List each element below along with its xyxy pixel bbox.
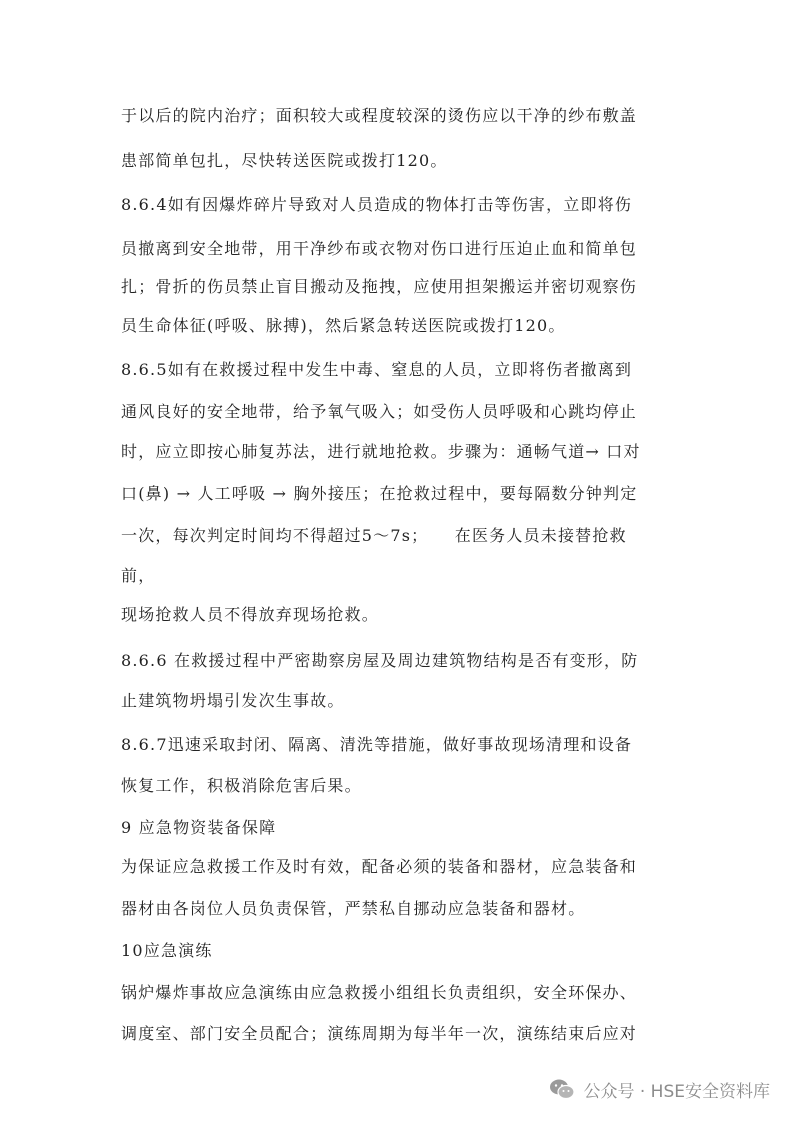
section-heading: 10应急演练 xyxy=(121,941,213,960)
text-line: 8.6.7迅速采取封闭、隔离、清洗等措施，做好事故现场清理和设备 xyxy=(121,735,633,754)
text-line: 员撤离到安全地带，用干净纱布或衣物对伤口进行压迫止血和简单包 xyxy=(121,239,638,258)
watermark xyxy=(549,1074,770,1104)
text-line: 8.6.4如有因爆炸碎片导致对人员造成的物体打击等伤害，立即将伤 xyxy=(121,195,633,214)
text-line: 为保证应急救援工作及时有效，配备必须的装备和器材，应急装备和 xyxy=(121,857,638,876)
text-line: 恢复工作，积极消除危害后果。 xyxy=(121,776,362,795)
wechat-icon xyxy=(549,1078,575,1100)
section-heading: 9 应急物资装备保障 xyxy=(121,818,277,837)
text-line: 时，应立即按心肺复苏法，进行就地抢救。步骤为：通畅气道→ 口对 xyxy=(121,442,641,461)
text-line: 现场抢救人员不得放弃现场抢救。 xyxy=(121,605,380,624)
text-line: 锅炉爆炸事故应急演练由应急救援小组组长负责组织，安全环保办、 xyxy=(121,983,638,1002)
text-line: 调度室、部门安全员配合；演练周期为每半年一次，演练结束后应对 xyxy=(121,1024,638,1043)
text-line: 8.6.6 在救援过程中严密勘察房屋及周边建筑物结构是否有变形，防 xyxy=(121,651,639,670)
text-line: 于以后的院内治疗；面积较大或程度较深的烫伤应以干净的纱布敷盖 xyxy=(121,106,638,125)
text-line: 口(鼻) → 人工呼吸 → 胸外接压；在抢救过程中，要每隔数分钟判定 xyxy=(121,484,638,503)
watermark-text: 公众号 · HSE安全资料库 xyxy=(583,1081,770,1102)
text-line: 8.6.5如有在救援过程中发生中毒、窒息的人员，立即将伤者撤离到 xyxy=(121,360,633,379)
text-line: 器材由各岗位人员负责保管，严禁私自挪动应急装备和器材。 xyxy=(121,899,586,918)
text-line: 员生命体征(呼吸、脉搏)，然后紧急转送医院或拨打120。 xyxy=(121,316,566,335)
text-line: 止建筑物坍塌引发次生事故。 xyxy=(121,691,345,710)
text-line: 通风良好的安全地带，给予氧气吸入；如受伤人员呼吸和心跳均停止 xyxy=(121,402,638,421)
text-line: 扎；骨折的伤员禁止盲目搬动及拖拽，应使用担架搬运并密切观察伤 xyxy=(121,277,638,296)
text-line: 前， xyxy=(121,566,156,585)
text-line: 一次，每次判定时间均不得超过5～7s； 在医务人员未接替抢救 xyxy=(121,526,627,545)
text-line: 患部简单包扎，尽快转送医院或拨打120。 xyxy=(121,151,448,170)
